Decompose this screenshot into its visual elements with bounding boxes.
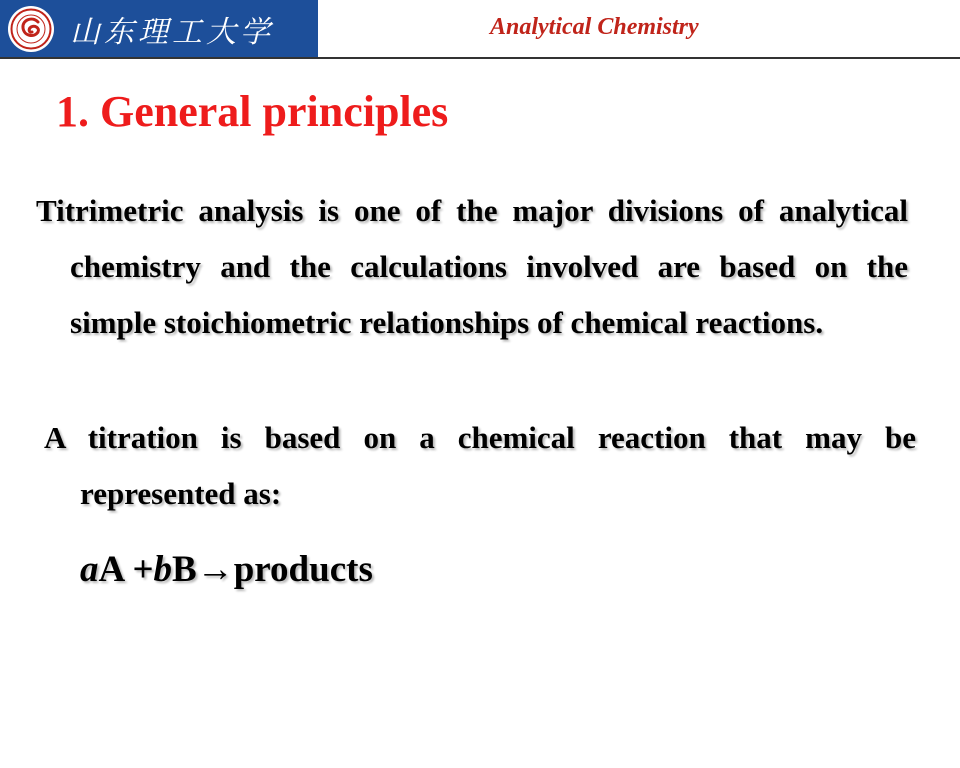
- species-b: B: [172, 549, 197, 590]
- species-a: A: [98, 549, 124, 590]
- coefficient-b: b: [153, 549, 173, 590]
- plus-sign: +: [123, 549, 154, 590]
- course-title: Analytical Chemistry: [490, 14, 699, 40]
- header-banner: [0, 0, 318, 57]
- paragraph-titrimetric-analysis: Titrimetric analysis is one of the major divisions of analytical chemistry and the calculations involved are based on the simple stoichiometric relationships of chemical reactions.: [36, 193, 908, 340]
- university-seal-icon: [8, 6, 54, 52]
- products-label: products: [233, 549, 373, 590]
- coefficient-a: a: [80, 549, 99, 590]
- paragraph-titration-reaction: A titration is based on a chemical reaction that may be represented as:: [44, 420, 916, 511]
- header-divider: [0, 57, 960, 59]
- university-name: 山东理工大学: [70, 14, 274, 50]
- slide-title: 1. General principles: [56, 87, 449, 136]
- reaction-arrow: →: [196, 549, 234, 590]
- reaction-equation: [80, 548, 373, 591]
